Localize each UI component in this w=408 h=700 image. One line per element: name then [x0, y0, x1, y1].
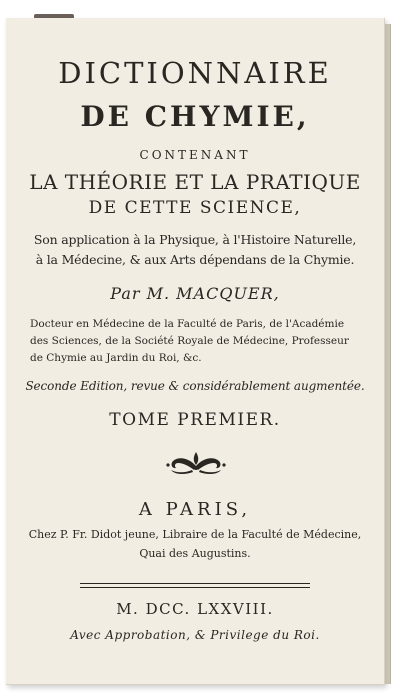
contenant-line: CONTENANT	[139, 148, 251, 162]
theorie-line: LA THÉORIE ET LA PRATIQUE	[29, 170, 361, 194]
fleuron-ornament-icon	[165, 448, 227, 476]
application-line-2: à la Médecine, & aux Arts dépendans de la Chymie.	[35, 252, 355, 267]
edition-line: Seconde Edition, revue & considérablement augmentée.	[25, 379, 365, 393]
double-rule-bottom	[80, 587, 310, 588]
page-edge	[384, 24, 391, 684]
author-description-line-1: Docteur en Médecine de la Faculté de Paris, de l'Académie	[30, 318, 345, 330]
title-line-1: DICTIONNAIRE	[58, 56, 332, 90]
double-rule-top	[80, 583, 310, 584]
privilege-line: Avec Approbation, & Privilege du Roi.	[70, 628, 320, 642]
place-line: A PARIS,	[138, 499, 252, 520]
author-description-line-2: des Sciences, de la Société Royale de Médecine, Professeur	[30, 335, 349, 347]
title-page	[6, 18, 385, 685]
application-line-1: Son application à la Physique, à l'Histoire Naturelle,	[33, 232, 357, 247]
publisher-line-1: Chez P. Fr. Didot jeune, Libraire de la Faculté de Médecine,	[28, 528, 362, 541]
year-line: M. DCC. LXXVIII.	[116, 600, 274, 618]
publisher-line-2: Quai des Augustins.	[139, 547, 251, 560]
author-description-line-3: de Chymie au Jardin du Roi, &c.	[30, 352, 202, 364]
tome-line: TOME PREMIER.	[109, 410, 281, 430]
science-line: DE CETTE SCIENCE,	[88, 198, 302, 218]
author-line: Par M. MACQUER,	[110, 284, 280, 303]
title-line-2: DE CHYMIE,	[80, 100, 310, 133]
